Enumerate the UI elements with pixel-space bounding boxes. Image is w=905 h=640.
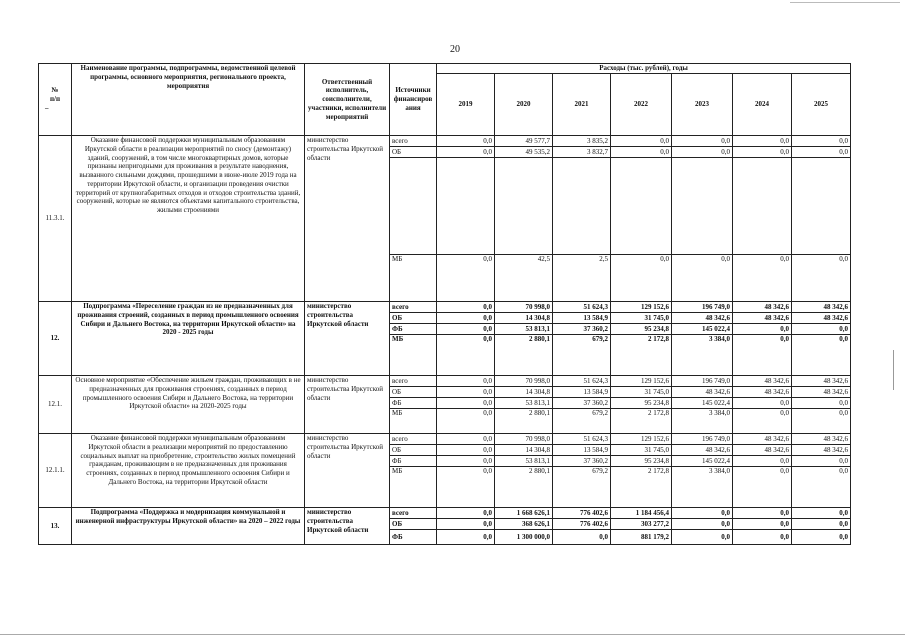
value-cell: 0,0 bbox=[733, 255, 792, 302]
blank-cell bbox=[437, 158, 495, 255]
source: ОБ bbox=[390, 147, 437, 158]
value-cell: 2 880,1 bbox=[495, 335, 553, 376]
value-cell: 0,0 bbox=[733, 508, 792, 519]
header-year: 2019 bbox=[437, 74, 495, 136]
value-cell: 776 402,6 bbox=[553, 519, 611, 530]
responsible: министерство строительства Иркутской области bbox=[305, 302, 390, 376]
value-cell: 0,0 bbox=[672, 530, 733, 545]
value-cell: 0,0 bbox=[733, 324, 792, 335]
value-cell: 0,0 bbox=[611, 136, 672, 147]
value-cell: 679,2 bbox=[553, 467, 611, 508]
budget-table-wrapper bbox=[38, 63, 850, 545]
header-num-dash: – bbox=[45, 103, 49, 112]
value-cell: 0,0 bbox=[733, 398, 792, 409]
table-row bbox=[39, 434, 851, 445]
source: МБ bbox=[390, 409, 437, 434]
source: всего bbox=[390, 376, 437, 387]
source: ФБ bbox=[390, 530, 437, 545]
value-cell: 0,0 bbox=[792, 324, 851, 335]
value-cell: 368 626,1 bbox=[495, 519, 553, 530]
responsible: министерство строительства Иркутской области bbox=[305, 508, 390, 545]
value-cell: 679,2 bbox=[553, 335, 611, 376]
item-name: Оказание финансовой поддержки муниципальным образованиям Иркутской области в реализации мероприятий по сносу (демонтажу) зданий, сооружений, в том числе многоквартирных домов, которые признаны непригодными для проживания в результате наводнения, вызванного сильными дождями, прошедшими в июне-июле 2019 года на территории Иркутской области, и организации проведения очистки территорий от крупногабаритных отходов и отходов строительства зданий, сооружений, которые не являются объектами капитального строительства, жилыми строениями bbox=[72, 136, 305, 302]
value-cell: 0,0 bbox=[437, 255, 495, 302]
value-cell: 303 277,2 bbox=[611, 519, 672, 530]
responsible: министерство строительства Иркутской области bbox=[305, 376, 390, 434]
value-cell: 0,0 bbox=[611, 147, 672, 158]
value-cell: 48 342,6 bbox=[792, 445, 851, 456]
value-cell: 37 360,2 bbox=[553, 456, 611, 467]
value-cell: 0,0 bbox=[553, 530, 611, 545]
value-cell: 48 342,6 bbox=[733, 434, 792, 445]
value-cell: 31 745,0 bbox=[611, 387, 672, 398]
blank-cell bbox=[390, 158, 437, 255]
value-cell: 0,0 bbox=[437, 519, 495, 530]
source: ОБ bbox=[390, 387, 437, 398]
page-number: 20 bbox=[450, 44, 460, 55]
value-cell: 129 152,6 bbox=[611, 434, 672, 445]
value-cell: 1 668 626,1 bbox=[495, 508, 553, 519]
value-cell: 42,5 bbox=[495, 255, 553, 302]
value-cell: 48 342,6 bbox=[672, 445, 733, 456]
value-cell: 776 402,6 bbox=[553, 508, 611, 519]
value-cell: 196 749,0 bbox=[672, 376, 733, 387]
value-cell: 48 342,6 bbox=[733, 387, 792, 398]
value-cell: 95 234,8 bbox=[611, 398, 672, 409]
header-year: 2020 bbox=[495, 74, 553, 136]
value-cell: 0,0 bbox=[733, 409, 792, 434]
source: ФБ bbox=[390, 398, 437, 409]
header-num-label: № п/п bbox=[49, 86, 60, 104]
value-cell: 37 360,2 bbox=[553, 324, 611, 335]
value-cell: 0,0 bbox=[792, 136, 851, 147]
value-cell: 679,2 bbox=[553, 409, 611, 434]
header-expenses: Расходы (тыс. рублей), годы bbox=[437, 64, 851, 74]
value-cell: 0,0 bbox=[672, 136, 733, 147]
value-cell: 1 300 000,0 bbox=[495, 530, 553, 545]
value-cell: 51 624,3 bbox=[553, 376, 611, 387]
value-cell: 0,0 bbox=[672, 508, 733, 519]
header-year: 2024 bbox=[733, 74, 792, 136]
value-cell: 0,0 bbox=[437, 508, 495, 519]
value-cell: 95 234,8 bbox=[611, 324, 672, 335]
value-cell: 0,0 bbox=[437, 445, 495, 456]
value-cell: 145 022,4 bbox=[672, 324, 733, 335]
value-cell: 0,0 bbox=[733, 530, 792, 545]
value-cell: 0,0 bbox=[792, 409, 851, 434]
value-cell: 48 342,6 bbox=[672, 387, 733, 398]
value-cell: 3 384,0 bbox=[672, 467, 733, 508]
value-cell: 0,0 bbox=[437, 467, 495, 508]
value-cell: 2 880,1 bbox=[495, 409, 553, 434]
item-name: Оказание финансовой поддержки муниципальным образованиям Иркутской области в реализации мероприятий по предоставлению социальных выплат на приобретение, строительство жилых помещений гражданам, проживающим в не предназначенных для проживания строениях, созданных в период промышленного освоения Сибири и Дальнего Востока, на территории Иркутской области bbox=[72, 434, 305, 508]
row-number: 13. bbox=[39, 508, 72, 545]
value-cell: 129 152,6 bbox=[611, 302, 672, 313]
value-cell: 48 342,6 bbox=[672, 313, 733, 324]
item-name: Подпрограмма «Поддержка и модернизация коммунальной и инженерной инфраструктуры Иркутской области» на 2020 – 2022 годы bbox=[72, 508, 305, 545]
value-cell: 0,0 bbox=[792, 467, 851, 508]
value-cell: 70 998,0 bbox=[495, 302, 553, 313]
value-cell: 881 179,2 bbox=[611, 530, 672, 545]
value-cell: 0,0 bbox=[437, 456, 495, 467]
value-cell: 0,0 bbox=[792, 456, 851, 467]
value-cell: 0,0 bbox=[792, 255, 851, 302]
table-row bbox=[39, 508, 851, 519]
value-cell: 48 342,6 bbox=[733, 445, 792, 456]
value-cell: 2,5 bbox=[553, 255, 611, 302]
value-cell: 0,0 bbox=[437, 434, 495, 445]
item-name: Основное мероприятие «Обеспечение жильем граждан, проживающих в не предназначенных для проживания строениях, созданных в период промышленного освоения Сибири и Дальнего Востока, на территории Иркутской области» на 2020-2025 годы bbox=[72, 376, 305, 434]
row-number: 12.1. bbox=[39, 376, 72, 434]
value-cell: 0,0 bbox=[437, 376, 495, 387]
header-year: 2025 bbox=[792, 74, 851, 136]
header-year: 2022 bbox=[611, 74, 672, 136]
value-cell: 0,0 bbox=[437, 136, 495, 147]
value-cell: 0,0 bbox=[733, 467, 792, 508]
value-cell: 0,0 bbox=[792, 335, 851, 376]
source: всего bbox=[390, 136, 437, 147]
blank-cell bbox=[553, 158, 611, 255]
table-header bbox=[39, 64, 851, 136]
row-number: 11.3.1. bbox=[39, 136, 72, 302]
item-name: Подпрограмма «Переселение граждан из не предназначенных для проживания строений, созданных в период промышленного освоения Сибири и Дальнего Востока, на территории Иркутской области» на 2020 - 2025 годы bbox=[72, 302, 305, 376]
source: ФБ bbox=[390, 324, 437, 335]
value-cell: 53 813,1 bbox=[495, 324, 553, 335]
blank-cell bbox=[611, 158, 672, 255]
value-cell: 0,0 bbox=[437, 302, 495, 313]
value-cell: 0,0 bbox=[437, 313, 495, 324]
value-cell: 3 384,0 bbox=[672, 335, 733, 376]
header-name: Наименование программы, подпрограммы, ведомственной целевой программы, основного мероприятия, регионального проекта, мероприятия bbox=[72, 64, 305, 136]
top-rule bbox=[790, 2, 900, 3]
budget-table bbox=[38, 63, 851, 545]
value-cell: 14 304,8 bbox=[495, 387, 553, 398]
blank-cell bbox=[672, 158, 733, 255]
source: ОБ bbox=[390, 445, 437, 456]
value-cell: 3 384,0 bbox=[672, 409, 733, 434]
source: всего bbox=[390, 302, 437, 313]
source: ОБ bbox=[390, 519, 437, 530]
value-cell: 0,0 bbox=[733, 335, 792, 376]
value-cell: 3 835,2 bbox=[553, 136, 611, 147]
value-cell: 196 749,0 bbox=[672, 302, 733, 313]
value-cell: 0,0 bbox=[437, 387, 495, 398]
value-cell: 70 998,0 bbox=[495, 434, 553, 445]
value-cell: 95 234,8 bbox=[611, 456, 672, 467]
value-cell: 51 624,3 bbox=[553, 434, 611, 445]
value-cell: 0,0 bbox=[611, 255, 672, 302]
value-cell: 37 360,2 bbox=[553, 398, 611, 409]
source: МБ bbox=[390, 255, 437, 302]
value-cell: 14 304,8 bbox=[495, 445, 553, 456]
value-cell: 53 813,1 bbox=[495, 456, 553, 467]
row-number: 12. bbox=[39, 302, 72, 376]
value-cell: 0,0 bbox=[437, 335, 495, 376]
value-cell: 0,0 bbox=[792, 398, 851, 409]
row-number: 12.1.1. bbox=[39, 434, 72, 508]
value-cell: 48 342,6 bbox=[792, 434, 851, 445]
source: ОБ bbox=[390, 313, 437, 324]
value-cell: 2 880,1 bbox=[495, 467, 553, 508]
value-cell: 13 584,9 bbox=[553, 387, 611, 398]
value-cell: 0,0 bbox=[733, 456, 792, 467]
blank-cell bbox=[792, 158, 851, 255]
value-cell: 1 184 456,4 bbox=[611, 508, 672, 519]
value-cell: 0,0 bbox=[733, 136, 792, 147]
blank-cell bbox=[733, 158, 792, 255]
header-source: Источники финансиров ания bbox=[390, 64, 437, 136]
table-row bbox=[39, 376, 851, 387]
value-cell: 129 152,6 bbox=[611, 376, 672, 387]
value-cell: 0,0 bbox=[437, 409, 495, 434]
value-cell: 0,0 bbox=[437, 147, 495, 158]
table-row bbox=[39, 136, 851, 147]
value-cell: 145 022,4 bbox=[672, 398, 733, 409]
source: МБ bbox=[390, 467, 437, 508]
responsible: министерство строительства Иркутской области bbox=[305, 136, 390, 302]
value-cell: 3 832,7 bbox=[553, 147, 611, 158]
value-cell: 13 584,9 bbox=[553, 445, 611, 456]
value-cell: 70 998,0 bbox=[495, 376, 553, 387]
value-cell: 2 172,8 bbox=[611, 335, 672, 376]
value-cell: 48 342,6 bbox=[733, 376, 792, 387]
source: всего bbox=[390, 434, 437, 445]
source: МБ bbox=[390, 335, 437, 376]
value-cell: 0,0 bbox=[792, 530, 851, 545]
side-mark bbox=[893, 350, 894, 390]
value-cell: 0,0 bbox=[792, 147, 851, 158]
value-cell: 0,0 bbox=[792, 519, 851, 530]
value-cell: 0,0 bbox=[733, 147, 792, 158]
table-row bbox=[39, 302, 851, 313]
value-cell: 0,0 bbox=[792, 508, 851, 519]
value-cell: 14 304,8 bbox=[495, 313, 553, 324]
value-cell: 48 342,6 bbox=[792, 376, 851, 387]
value-cell: 48 342,6 bbox=[733, 313, 792, 324]
value-cell: 0,0 bbox=[437, 398, 495, 409]
value-cell: 2 172,8 bbox=[611, 467, 672, 508]
value-cell: 0,0 bbox=[733, 519, 792, 530]
source: всего bbox=[390, 508, 437, 519]
value-cell: 0,0 bbox=[672, 147, 733, 158]
value-cell: 0,0 bbox=[437, 324, 495, 335]
value-cell: 2 172,8 bbox=[611, 409, 672, 434]
value-cell: 49 535,2 bbox=[495, 147, 553, 158]
header-year: 2023 bbox=[672, 74, 733, 136]
bottom-rule bbox=[0, 634, 905, 635]
value-cell: 145 022,4 bbox=[672, 456, 733, 467]
value-cell: 51 624,3 bbox=[553, 302, 611, 313]
value-cell: 49 577,7 bbox=[495, 136, 553, 147]
source: ФБ bbox=[390, 456, 437, 467]
value-cell: 48 342,6 bbox=[792, 313, 851, 324]
value-cell: 13 584,9 bbox=[553, 313, 611, 324]
responsible: министерство строительства Иркутской области bbox=[305, 434, 390, 508]
header-responsible: Ответственный исполнитель, соисполнители, участники, исполнители мероприятий bbox=[305, 64, 390, 136]
value-cell: 0,0 bbox=[672, 519, 733, 530]
blank-cell bbox=[495, 158, 553, 255]
value-cell: 53 813,1 bbox=[495, 398, 553, 409]
header-num bbox=[39, 64, 72, 136]
value-cell: 0,0 bbox=[672, 255, 733, 302]
value-cell: 48 342,6 bbox=[792, 387, 851, 398]
table-body bbox=[39, 136, 851, 545]
value-cell: 196 749,0 bbox=[672, 434, 733, 445]
value-cell: 31 745,0 bbox=[611, 445, 672, 456]
value-cell: 31 745,0 bbox=[611, 313, 672, 324]
header-year: 2021 bbox=[553, 74, 611, 136]
value-cell: 0,0 bbox=[437, 530, 495, 545]
value-cell: 48 342,6 bbox=[733, 302, 792, 313]
value-cell: 48 342,6 bbox=[792, 302, 851, 313]
